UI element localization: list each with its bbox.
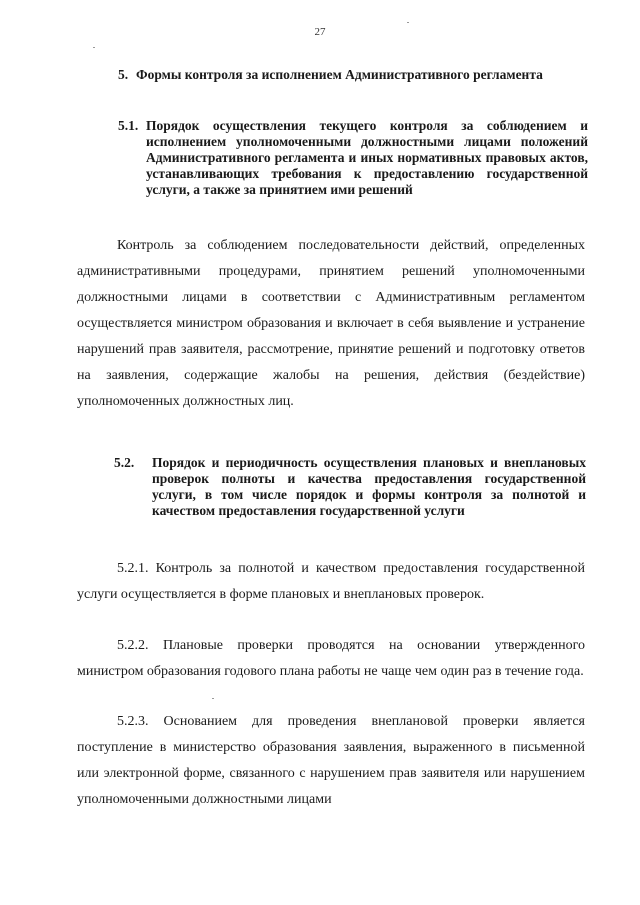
section-5-2-title: Порядок и периодичность осуществления плановых и внеплановых проверок полноты и качества предоставления государственной услуги, в том числе порядок и формы контроля за полнотой и качеством предоставления государственной услуги <box>152 455 586 518</box>
section-5-title: Формы контроля за исполнением Административного регламента <box>136 67 543 82</box>
scan-speck <box>407 22 409 23</box>
scan-speck <box>93 47 95 48</box>
section-5-1-heading <box>118 118 588 198</box>
section-5-1-title: Порядок осуществления текущего контроля за соблюдением и исполнением уполномоченными должностными лицами положений Административного регламента и иных нормативных правовых актов, устанавливающих требования к предоставлению государственной услуги, а также за принятием ими решений <box>146 118 588 197</box>
section-5-2-heading <box>114 455 586 519</box>
paragraph-control: Контроль за соблюдением последовательности действий, определенных административными процедурами, принятием решений уполномоченными должностными лицами в соответствии с Административным регламентом осуществляется министром образования и включает в себя выявление и устранение нарушений прав заявителя, рассмотрение, принятие решений и подготовку ответов на заявления, содержащие жалобы на решения, действия (бездействие) уполномоченных должностных лиц. <box>77 238 585 409</box>
section-5-1-number: 5.1. <box>118 118 139 133</box>
paragraph-5-2-3: 5.2.3. Основанием для проведения внеплановой проверки является поступление в министерство образования заявления, выраженного в письменной или электронной форме, связанного с нарушением прав заявителя или нарушением уполномоченными должностными лицами <box>77 714 585 807</box>
section-5-number: 5. <box>118 67 129 82</box>
section-5-2-number: 5.2. <box>114 455 135 470</box>
scan-speck <box>212 698 214 699</box>
paragraph-5-2-1: 5.2.1. Контроль за полнотой и качеством предоставления государственной услуги осуществляется в форме плановых и внеплановых проверок. <box>77 561 585 602</box>
page-number: 27 <box>314 26 326 38</box>
paragraph-5-2-2: 5.2.2. Плановые проверки проводятся на основании утвержденного министром образования годового плана работы не чаще чем один раз в течение года. <box>77 638 585 679</box>
section-5-heading <box>118 67 588 83</box>
